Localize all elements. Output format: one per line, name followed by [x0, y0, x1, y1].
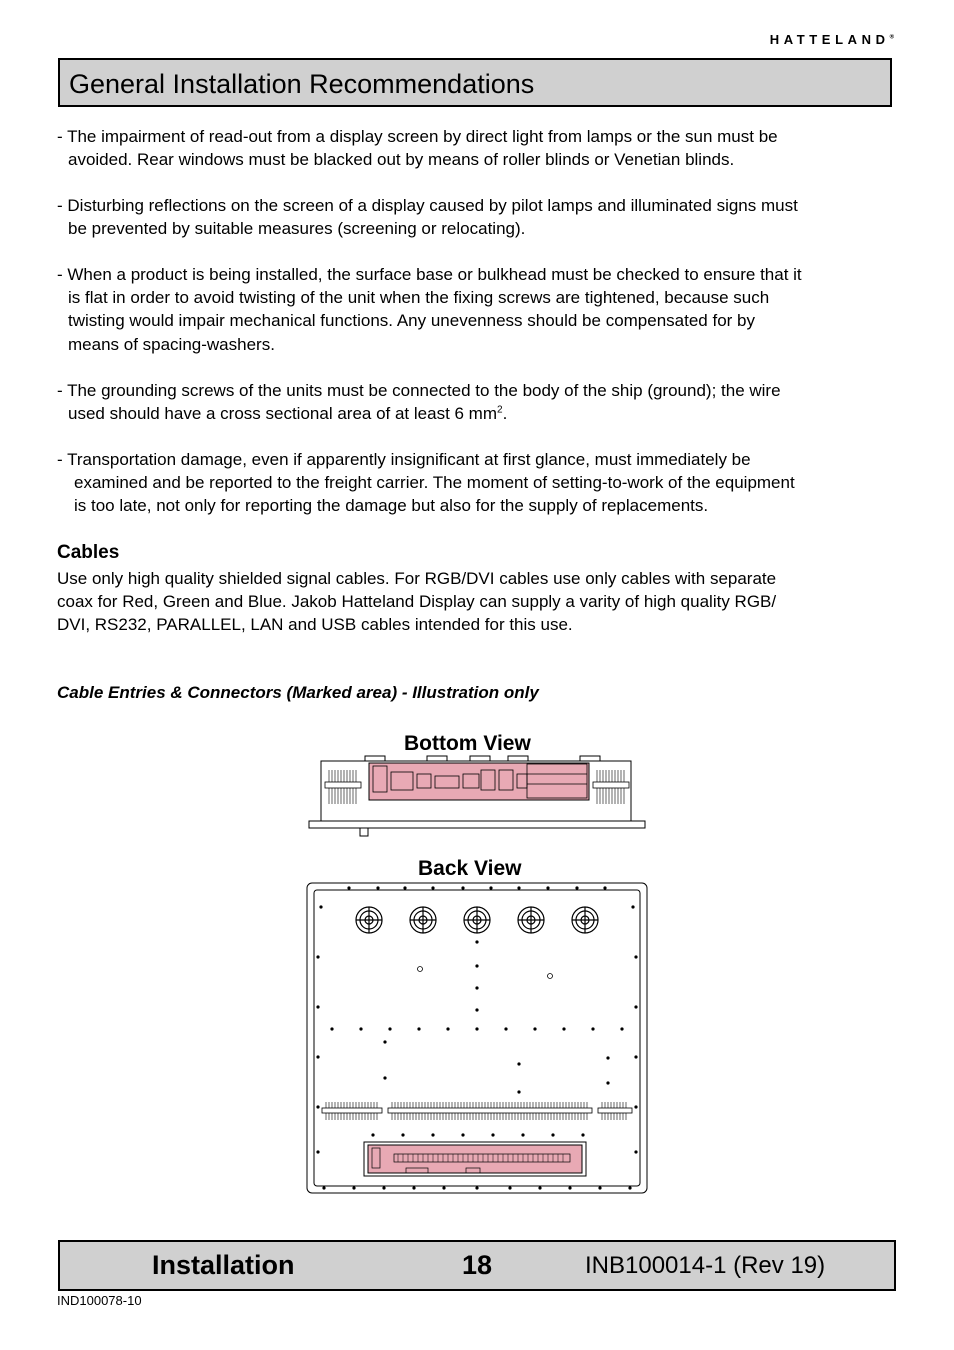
bottom-view-illustration [305, 754, 649, 840]
paragraph-direct-light: - The impairment of read-out from a display screen by direct light from lamps or the sun must be avoided. Rear windows must be blacked out by means of roller blinds or Venetian blinds. [57, 127, 778, 170]
paragraph-grounding: - The grounding screws of the units must be connected to the body of the ship (ground); the wire used should have a cross sectional area of at least 6 $mm^2$. [57, 381, 781, 424]
paragraph-transport-damage: - Transportation damage, even if apparently insignificant at first glance, must immediately be examined and be reported to the freight carrier. The moment of setting-to-work of the equipment is too late, not only for reporting the damage but also for the supply of replacements. [57, 450, 795, 516]
paragraph-surface-base: - When a product is being installed, the surface base or bulkhead must be checked to ensure that it is flat in order to avoid twisting of the unit when the fixing screws are tightened, because such twisting would impair mechanical functions. Any unevenness should be compensated for by means of spacing-washers. [57, 265, 802, 354]
document-number: IND100078-10 [57, 1293, 142, 1308]
footer-doc-ref: INB100014-1 (Rev 19) [585, 1252, 826, 1279]
footer-section: Installation [152, 1250, 295, 1280]
bottom-view-label: Bottom View [404, 732, 531, 755]
back-view-illustration [306, 882, 648, 1195]
figure-caption: Cable Entries & Connectors (Marked area) - Illustration only [57, 683, 539, 702]
cables-heading: Cables [57, 542, 120, 563]
footer-bar [58, 1240, 896, 1291]
brand-logo: HATTELAND® [769, 32, 894, 47]
page-title-box [58, 58, 892, 107]
footer-page-number: 18 [462, 1250, 493, 1280]
back-view-label: Back View [418, 857, 522, 880]
page-title: General Installation Recommendations [69, 69, 535, 99]
cables-paragraph: Use only high quality shielded signal cables. For RGB/DVI cables use only cables with separate coax for Red, Green and Blue. Jakob Hatteland Display can supply a varity of high quality RGB/ DVI, RS232, PARALLEL, LAN and USB cables intended for this use. [57, 569, 777, 635]
paragraph-reflections: - Disturbing reflections on the screen of a display caused by pilot lamps and illuminated signs must be prevented by suitable measures (screening or relocating). [57, 196, 798, 239]
